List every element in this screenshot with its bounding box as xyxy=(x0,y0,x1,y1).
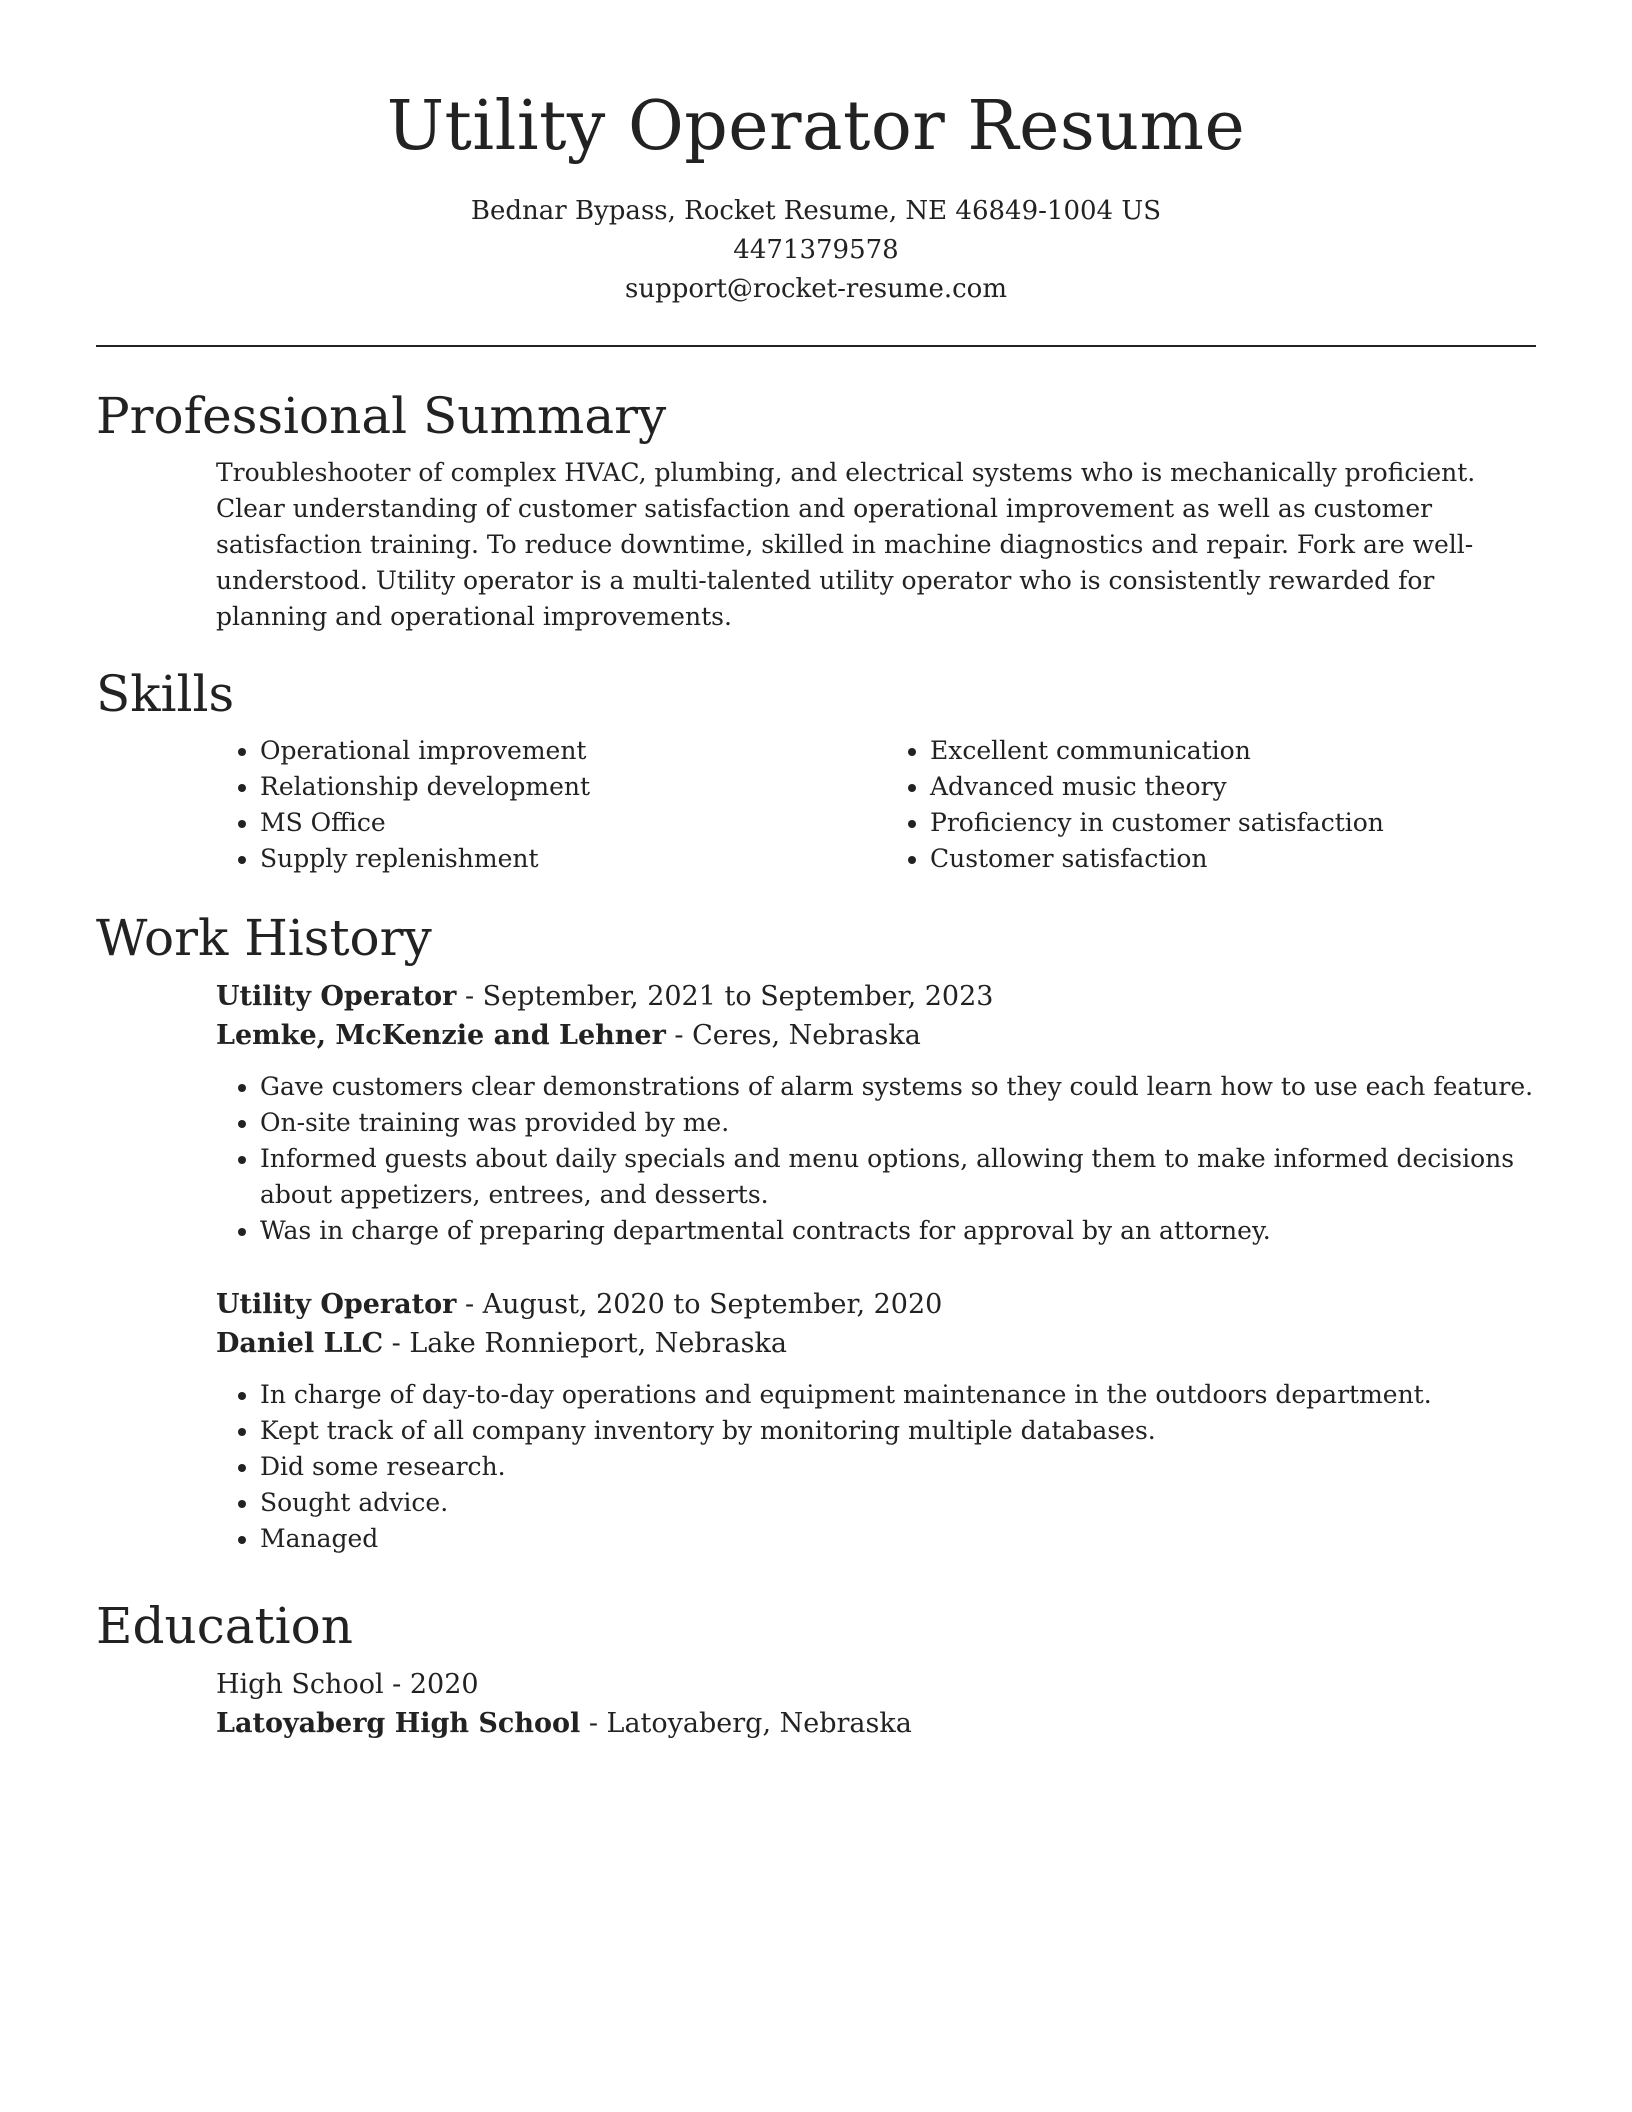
work-history-heading: Work History xyxy=(96,909,432,967)
job-entry xyxy=(216,1285,1536,1557)
summary-section xyxy=(96,383,1536,635)
skills-list-left xyxy=(216,733,866,877)
summary-body xyxy=(216,455,1536,635)
job-location: - Lake Ronnieport, Nebraska xyxy=(383,1328,787,1359)
job-role: Utility Operator xyxy=(216,1289,457,1320)
job-bullets xyxy=(216,1069,1536,1249)
job-dates: - August, 2020 to September, 2020 xyxy=(456,1289,943,1320)
summary-text: Troubleshooter of complex HVAC, plumbing, and electrical systems who is mechanically proficient. Clear understanding of customer satisfaction and operational improvement as well as customer satisfaction training. To reduce downtime, skilled in machine diagnostics and repair. Fork are well-understood. Utility operator is a multi-talented utility operator who is consistently rewarded for planning and operational improvements. xyxy=(216,458,1476,631)
education-school-line xyxy=(216,1704,1536,1743)
skill-item: • MS Office xyxy=(260,805,866,841)
skill-item: • Excellent communication xyxy=(930,733,1536,769)
education-degree: High School xyxy=(216,1669,384,1700)
job-role: Utility Operator xyxy=(216,981,457,1012)
work-history-section xyxy=(96,905,1536,1557)
skill-item: • Proficiency in customer satisfaction xyxy=(930,805,1536,841)
resume-title: Utility Operator Resume xyxy=(386,87,1246,166)
summary-heading: Professional Summary xyxy=(96,387,667,445)
job-company: Lemke, McKenzie and Lehner xyxy=(216,1020,666,1051)
contact-email: support@rocket-resume.com xyxy=(624,274,1007,304)
education-degree-line xyxy=(216,1665,1536,1704)
skill-item: • Advanced music theory xyxy=(930,769,1536,805)
education-section xyxy=(96,1593,1536,1743)
skill-item: • Operational improvement xyxy=(260,733,866,769)
job-bullet: • Informed guests about daily specials and menu options, allowing them to make informed decisions about appetizers, entrees, and desserts. xyxy=(260,1141,1536,1213)
job-bullet: • Gave customers clear demonstrations of alarm systems so they could learn how to use each feature. xyxy=(260,1069,1536,1105)
job-bullet: • Was in charge of preparing departmental contracts for approval by an attorney. xyxy=(260,1213,1536,1249)
job-bullets xyxy=(216,1377,1536,1557)
job-title-line xyxy=(216,977,1536,1016)
work-history-body xyxy=(216,977,1536,1557)
job-location: - Ceres, Nebraska xyxy=(665,1020,921,1051)
education-year: - 2020 xyxy=(383,1669,479,1700)
education-location: - Latoyaberg, Nebraska xyxy=(580,1708,912,1739)
skills-heading: Skills xyxy=(96,665,235,723)
job-bullet: • Did some research. xyxy=(260,1449,1536,1485)
contact-address: Bednar Bypass, Rocket Resume, NE 46849-1004 US xyxy=(470,196,1162,226)
skills-grid xyxy=(216,733,1536,877)
job-bullet: • Sought advice. xyxy=(260,1485,1536,1521)
job-company-line xyxy=(216,1324,1536,1363)
job-bullet: • Managed xyxy=(260,1521,1536,1557)
job-bullet: • In charge of day-to-day operations and equipment maintenance in the outdoors department. xyxy=(260,1377,1536,1413)
job-dates: - September, 2021 to September, 2023 xyxy=(456,981,994,1012)
skill-item: • Supply replenishment xyxy=(260,841,866,877)
job-bullet: • On-site training was provided by me. xyxy=(260,1105,1536,1141)
education-heading: Education xyxy=(96,1597,353,1655)
resume-header xyxy=(96,82,1536,309)
job-entry xyxy=(216,977,1536,1249)
header-divider xyxy=(96,345,1536,347)
job-company: Daniel LLC xyxy=(216,1328,384,1359)
job-bullet: • Kept track of all company inventory by monitoring multiple databases. xyxy=(260,1413,1536,1449)
skills-list-right xyxy=(886,733,1536,877)
skills-section xyxy=(96,661,1536,877)
education-body xyxy=(216,1665,1536,1743)
job-company-line xyxy=(216,1016,1536,1055)
skill-item: • Customer satisfaction xyxy=(930,841,1536,877)
job-title-line xyxy=(216,1285,1536,1324)
contact-phone: 4471379578 xyxy=(733,235,899,265)
education-school: Latoyaberg High School xyxy=(216,1708,581,1739)
skill-item: • Relationship development xyxy=(260,769,866,805)
